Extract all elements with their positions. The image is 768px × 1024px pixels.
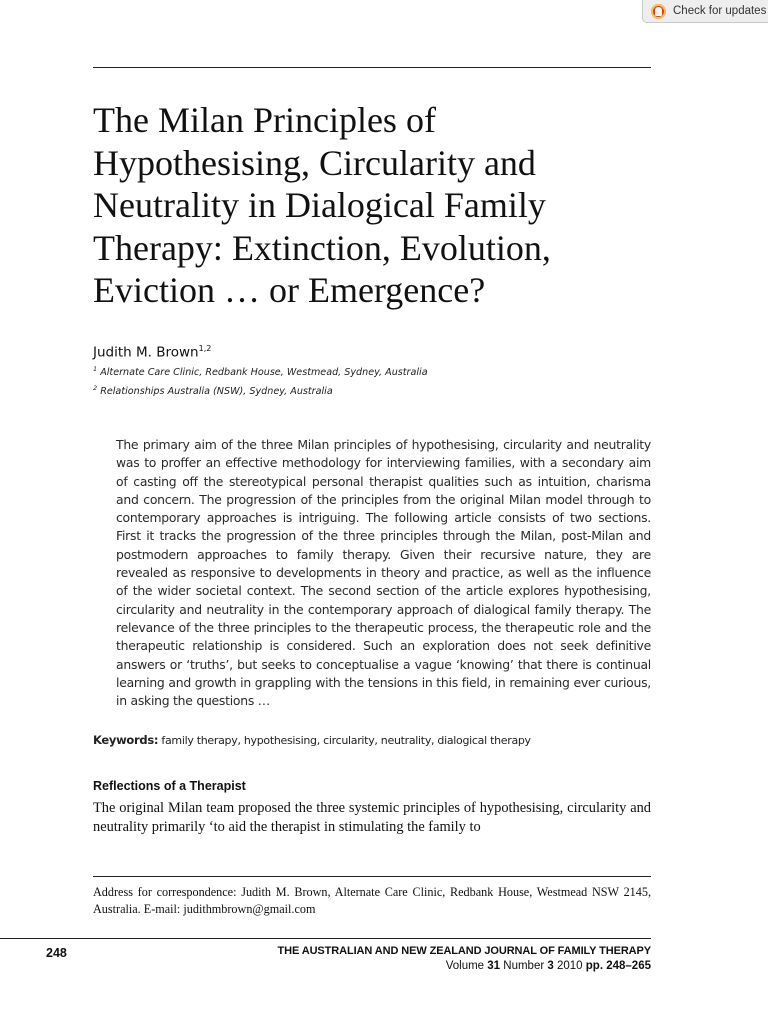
crossmark-icon xyxy=(651,4,666,19)
section-heading: Reflections of a Therapist xyxy=(93,779,246,793)
affiliation xyxy=(93,384,333,397)
top-rule xyxy=(93,67,651,68)
page-range: pp. 248–265 xyxy=(585,960,651,972)
title-line: Eviction … or Emergence? xyxy=(93,270,486,310)
check-for-updates-button[interactable] xyxy=(642,0,768,23)
affiliation-mark: 1 xyxy=(93,365,98,373)
year: 2010 xyxy=(556,960,583,972)
volume-line xyxy=(446,960,651,972)
number-label: Number xyxy=(503,960,545,972)
author xyxy=(93,344,211,361)
volume-number: 31 xyxy=(487,960,501,972)
keywords xyxy=(93,733,531,747)
keywords-label: Keywords: xyxy=(93,733,159,747)
issue-number: 3 xyxy=(547,960,554,972)
title-line: The Milan Principles of xyxy=(93,100,436,140)
correspondence-note: Address for correspondence: Judith M. Brown, Alternate Care Clinic, Redbank House, Westmead NSW 2145, Australia. E-mail: judithmbrown@gmail.com xyxy=(93,885,651,916)
affiliation xyxy=(93,365,428,378)
title-line: Hypothesising, Circularity and xyxy=(93,142,536,183)
author-name: Judith M. Brown xyxy=(93,344,199,361)
abstract: The primary aim of the three Milan principles of hypothesising, circularity and neutrality was to proffer an effective methodology for interviewing families, with a secondary aim of casting off the stereotypical personal therapist qualities such as intuition, charisma and concern. The progression of the principles from the original Milan model through to contemporary approaches is intriguing. The following article consists of two sections. First it tracks the progression of the three principles through the Milan, post-Milan and postmodern approaches to family therapy. Given their recursive nature, they are revealed as responsive to developments in theory and practice, as well as the influence of the wider societal context. The second section of the article explores hypothesising, circularity and neutrality in the contemporary approach of dialogical family therapy. The relevance of the three principles to the therapeutic process, the therapeutic role and the therapeutic relationship is considered. Such an exploration does not seek definitive answers or ‘truths’, but seeks to conceptualise a vague ‘knowing’ that there is continual learning and growth in grappling with the tensions in this field, in remaining ever curious, in asking the questions … xyxy=(116,437,651,709)
check-for-updates-label: Check for updates xyxy=(673,5,767,17)
title-line: Neutrality in Dialogical Family xyxy=(93,185,546,225)
title-line: Therapy: Extinction, Evolution, xyxy=(93,227,551,268)
affiliation-text: Alternate Care Clinic, Redbank House, Westmead, Sydney, Australia xyxy=(100,367,428,379)
affiliation-text: Relationships Australia (NSW), Sydney, Australia xyxy=(100,386,333,398)
keywords-list: family therapy, hypothesising, circularity, neutrality, dialogical therapy xyxy=(161,734,531,747)
footer-rule xyxy=(0,938,651,939)
article-title xyxy=(93,99,673,312)
author-marks: 1,2 xyxy=(198,344,212,353)
volume-label: Volume xyxy=(445,960,485,972)
body-paragraph: The original Milan team proposed the three systemic principles of hypothesising, circularity and neutrality primarily ‘to aid the therapist in stimulating the family to xyxy=(93,800,651,835)
journal-name: THE AUSTRALIAN AND NEW ZEALAND JOURNAL OF FAMILY THERAPY xyxy=(277,945,651,957)
page-number: 248 xyxy=(46,946,67,960)
footnote-rule xyxy=(93,876,651,877)
affiliation-mark: 2 xyxy=(93,384,98,392)
